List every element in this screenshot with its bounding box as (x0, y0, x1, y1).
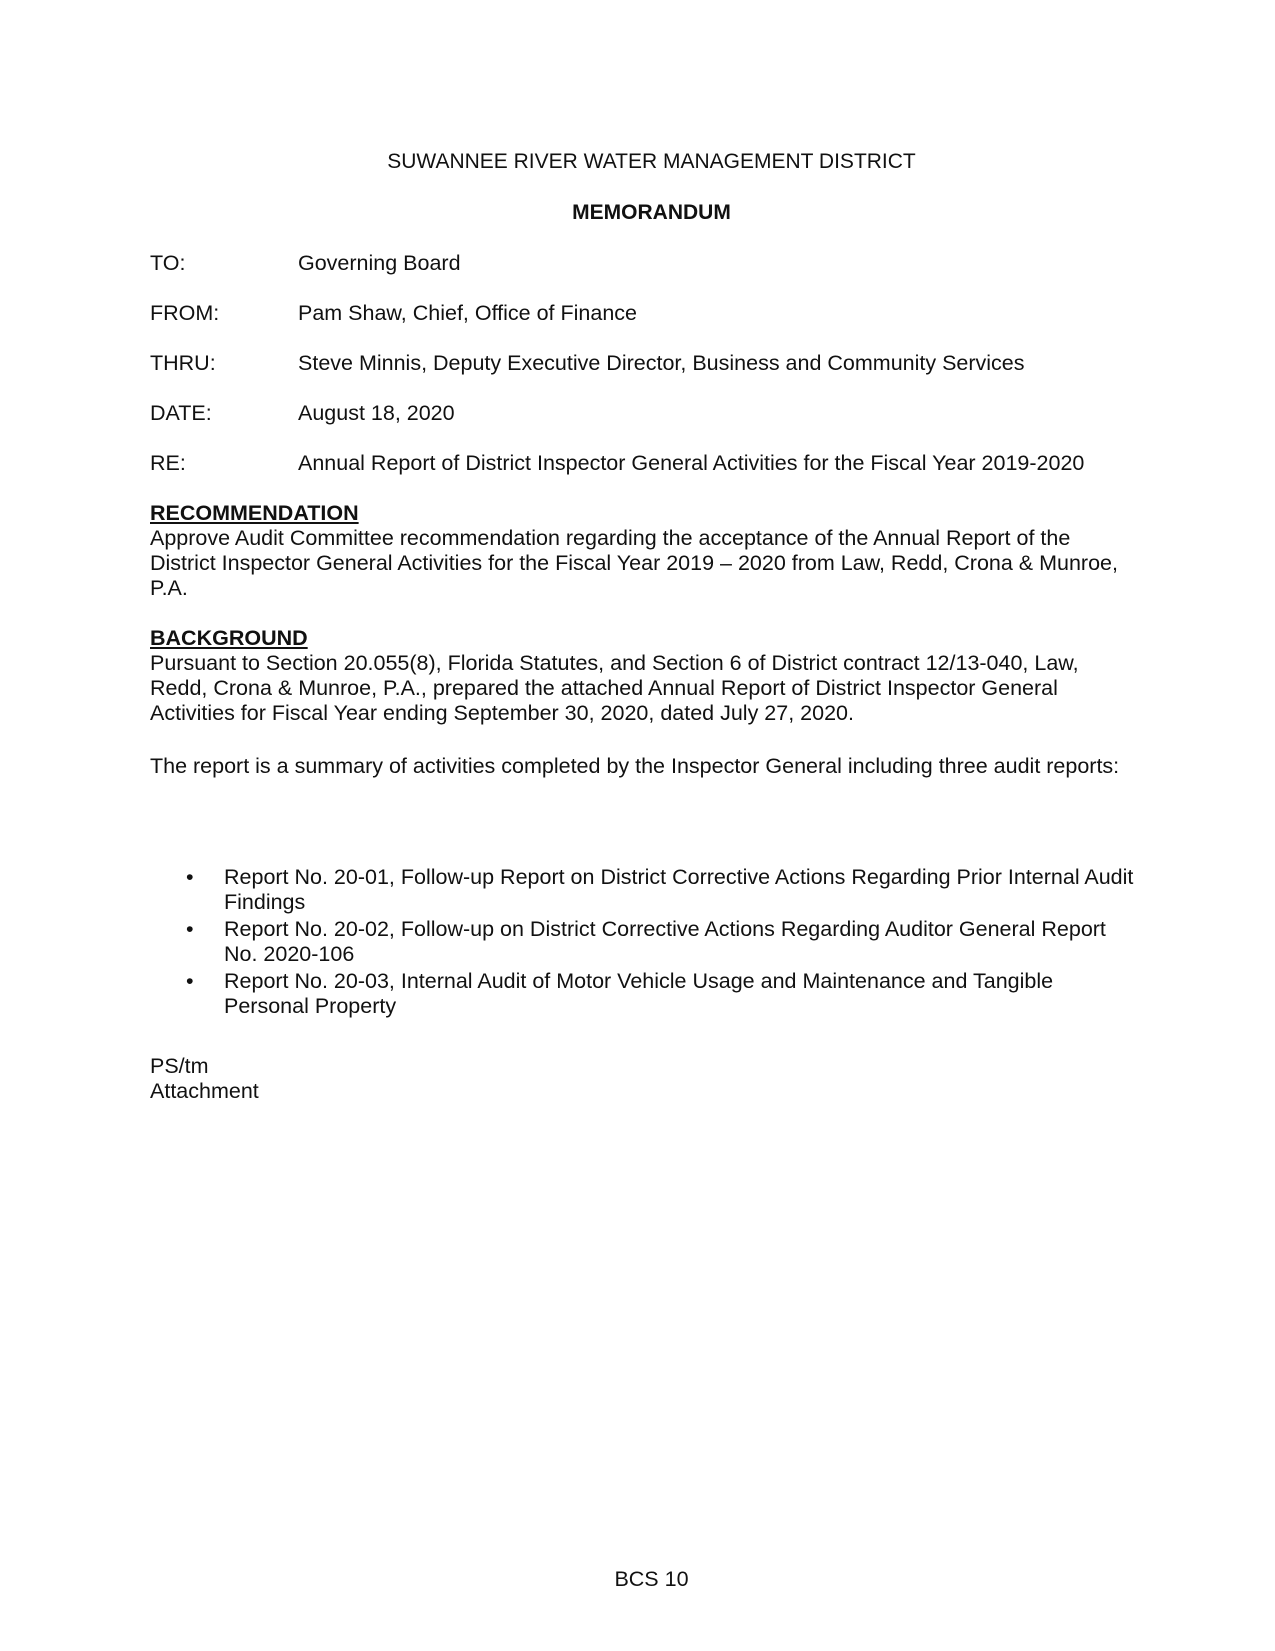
re-value: Annual Report of District Inspector General Activities for the Fiscal Year 2019-2020 (298, 451, 1085, 475)
list-item-text: Report No. 20-01, Follow-up Report on District Corrective Actions Regarding Prior Internal Audit Findings (224, 865, 1134, 914)
attachment-note: Attachment (150, 1079, 259, 1103)
organization-name: SUWANNEE RIVER WATER MANAGEMENT DISTRICT (387, 150, 916, 173)
page-footer: BCS 10 (614, 1567, 689, 1591)
list-item (150, 969, 1140, 1019)
bullet-icon: • (186, 969, 194, 993)
background-paragraph-2: The report is a summary of activities completed by the Inspector General including three audit reports: (150, 754, 1120, 778)
memo-title: MEMORANDUM (572, 201, 731, 224)
list-item-text: Report No. 20-03, Internal Audit of Motor Vehicle Usage and Maintenance and Tangible Personal Property (224, 969, 1054, 1018)
initials: PS/tm (150, 1054, 209, 1078)
from-value: Pam Shaw, Chief, Office of Finance (298, 301, 637, 325)
audit-report-list (150, 865, 1140, 1021)
recommendation-text: Approve Audit Committee recommendation regarding the acceptance of the Annual Report of the District Inspector General Activities for the Fiscal Year 2019 – 2020 from Law, Redd, Crona & Munroe, P.A. (150, 526, 1118, 600)
date-value: August 18, 2020 (298, 401, 455, 425)
date-label: DATE: (150, 401, 212, 425)
thru-label: THRU: (150, 351, 216, 375)
thru-value: Steve Minnis, Deputy Executive Director, Business and Community Services (298, 351, 1025, 375)
bullet-icon: • (186, 917, 194, 941)
list-item (150, 865, 1140, 915)
list-item (150, 917, 1140, 967)
recommendation-heading: RECOMMENDATION (150, 501, 359, 525)
bullet-icon: • (186, 865, 194, 889)
to-label: TO: (150, 251, 186, 275)
list-item-text: Report No. 20-02, Follow-up on District Corrective Actions Regarding Auditor General Report No. 2020-106 (224, 917, 1106, 966)
closing-block (150, 1054, 259, 1104)
from-label: FROM: (150, 301, 220, 325)
background-heading: BACKGROUND (150, 626, 308, 650)
re-label: RE: (150, 451, 186, 475)
background-paragraph-1: Pursuant to Section 20.055(8), Florida Statutes, and Section 6 of District contract 12/13-040, Law, Redd, Crona & Munroe, P.A., prepared the attached Annual Report of District Inspector General Activities for Fiscal Year ending September 30, 2020, dated July 27, 2020. (150, 651, 1079, 725)
to-value: Governing Board (298, 251, 461, 275)
